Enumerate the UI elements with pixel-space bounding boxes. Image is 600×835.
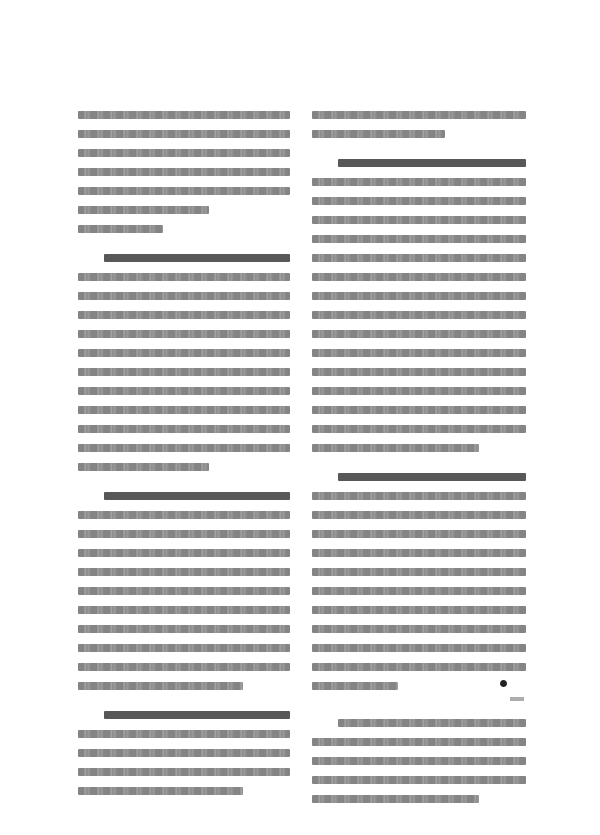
text-line — [78, 168, 290, 176]
text-line — [338, 719, 526, 727]
right-column — [312, 106, 526, 809]
text-line — [312, 330, 526, 338]
text-line — [312, 292, 526, 300]
text-line — [312, 549, 526, 557]
text-line — [312, 663, 526, 671]
text-line — [312, 625, 526, 633]
text-line — [78, 682, 243, 690]
text-line — [78, 273, 290, 281]
text-line — [312, 235, 526, 243]
paragraph-gap — [312, 696, 526, 714]
text-line — [312, 130, 445, 138]
text-line — [312, 644, 526, 652]
text-line — [312, 530, 526, 538]
text-line — [78, 149, 290, 157]
paragraph-gap — [78, 696, 290, 706]
section-heading-line — [104, 711, 290, 719]
text-line — [78, 749, 290, 757]
paragraph-gap — [312, 144, 526, 154]
text-line — [312, 349, 526, 357]
text-line — [312, 776, 526, 784]
text-line — [78, 768, 290, 776]
text-line — [78, 406, 290, 414]
text-line — [312, 425, 526, 433]
text-line — [78, 130, 290, 138]
text-line — [312, 254, 526, 262]
page-mark — [510, 697, 524, 701]
text-line — [78, 444, 290, 452]
text-line — [78, 387, 290, 395]
text-line — [78, 206, 209, 214]
text-line — [312, 587, 526, 595]
section-heading-line — [104, 492, 290, 500]
text-line — [78, 330, 290, 338]
text-line — [78, 368, 290, 376]
text-line — [312, 511, 526, 519]
section-heading-line — [104, 254, 290, 262]
text-line — [78, 787, 243, 795]
text-line — [312, 111, 526, 119]
text-line — [312, 406, 526, 414]
text-line — [78, 225, 163, 233]
text-line — [78, 606, 290, 614]
text-line — [312, 216, 526, 224]
text-line — [78, 568, 290, 576]
text-line — [78, 549, 290, 557]
text-line — [78, 663, 290, 671]
text-line — [312, 273, 526, 281]
text-line — [312, 197, 526, 205]
text-line — [78, 644, 290, 652]
text-line — [78, 292, 290, 300]
text-line — [78, 425, 290, 433]
text-line — [312, 606, 526, 614]
text-line — [78, 311, 290, 319]
text-line — [312, 444, 479, 452]
text-line — [312, 311, 526, 319]
text-line — [312, 568, 526, 576]
text-line — [312, 178, 526, 186]
text-line — [312, 757, 526, 765]
text-line — [312, 795, 479, 803]
text-line — [78, 511, 290, 519]
text-line — [312, 387, 526, 395]
text-line — [78, 349, 290, 357]
paragraph-gap — [78, 239, 290, 249]
text-line — [312, 682, 398, 690]
section-heading-line — [338, 473, 526, 481]
text-line — [312, 738, 526, 746]
section-heading-line — [338, 159, 526, 167]
text-line — [78, 187, 290, 195]
paragraph-gap — [78, 477, 290, 487]
text-line — [312, 492, 526, 500]
text-line — [312, 368, 526, 376]
text-line — [78, 587, 290, 595]
text-line — [78, 530, 290, 538]
end-bullet — [500, 680, 507, 687]
text-line — [78, 625, 290, 633]
text-line — [78, 730, 290, 738]
text-line — [78, 111, 290, 119]
paragraph-gap — [312, 458, 526, 468]
text-line — [78, 463, 209, 471]
left-column — [78, 106, 290, 801]
